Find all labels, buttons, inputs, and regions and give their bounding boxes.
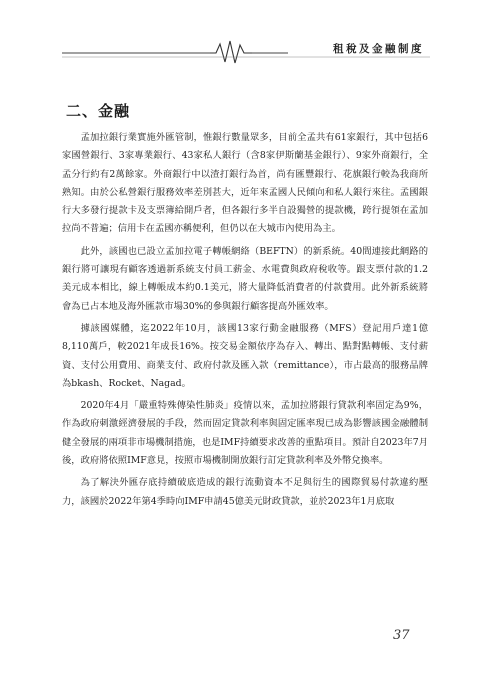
- running-header: [62, 36, 430, 66]
- paragraph: 孟加拉銀行業實施外匯管制，惟銀行數量眾多，目前全孟共有61家銀行，其中包括6家國營銀行、3家專業銀行、43家私人銀行（含8家伊斯蘭基金銀行）、9家外商銀行，全孟分行約有2萬餘家。外商銀行中以渣打銀行為首，尚有匯豐銀行、花旗銀行較為我商所熟知。由於公私營銀行服務效率差別甚大，近年來孟國人民傾向和私人銀行來往。孟國銀行大多發行提款卡及支票簿給開戶者，但各銀行多半自設獨營的提款機，跨行提領在孟加拉尚不普遍；信用卡在孟國亦稱便利，但仍以在大城市內使用為主。: [62, 132, 428, 235]
- paragraph: 為了解決外匯存底持續破底造成的銀行流動資本不足與衍生的國際貿易付款違約壓力，該國於2022年第4季時向IMF申請45億美元財政貸款，並於2023年1月底取: [62, 477, 428, 507]
- page-number: 37: [393, 628, 410, 643]
- paragraph: 此外，該國也已設立孟加拉電子轉帳網絡（BEFTN）的新系統。40間連接此網路的銀行將可讓現有顧客透過新系統支付員工薪金、水電費與政府稅收等。跟支票付款的1.2美元成本相比，線上轉帳成本約0.1美元，將大量降低消費者的付款費用。此外新系統將會為已占本地及海外匯款市場30%的參與銀行顧客提高外匯效率。: [62, 245, 428, 312]
- paragraph: 據該國媒體，迄2022年10月，該國13家行動金融服務（MFS）登記用戶達1億8,110萬戶，較2021年成長16%。按交易金額依序為存入、轉出、點對點轉帳、支付薪資、支付公用費用、商業支付、政府付款及匯入款（remittance），市占最高的服務品牌為bkash、Rocket、Nagad。: [62, 322, 428, 389]
- paragraph: 2020年4月「嚴重特殊傳染性肺炎」疫情以來，孟加拉將銀行貸款利率固定為9%，作為政府刺激經濟發展的手段，然而固定貸款利率與固定匯率現已成為影響該國金融體制健全發展的兩項非市場機制措施，也是IMF持續要求改善的重點項目。預計自2023年7月後，政府將依照IMF意見，按照市場機制開放銀行訂定貸款利率及外幣兌換率。: [62, 400, 428, 467]
- header-title: 租稅及金融制度: [333, 43, 424, 55]
- body-text: [62, 129, 428, 511]
- section-title: 二、金融: [66, 102, 131, 120]
